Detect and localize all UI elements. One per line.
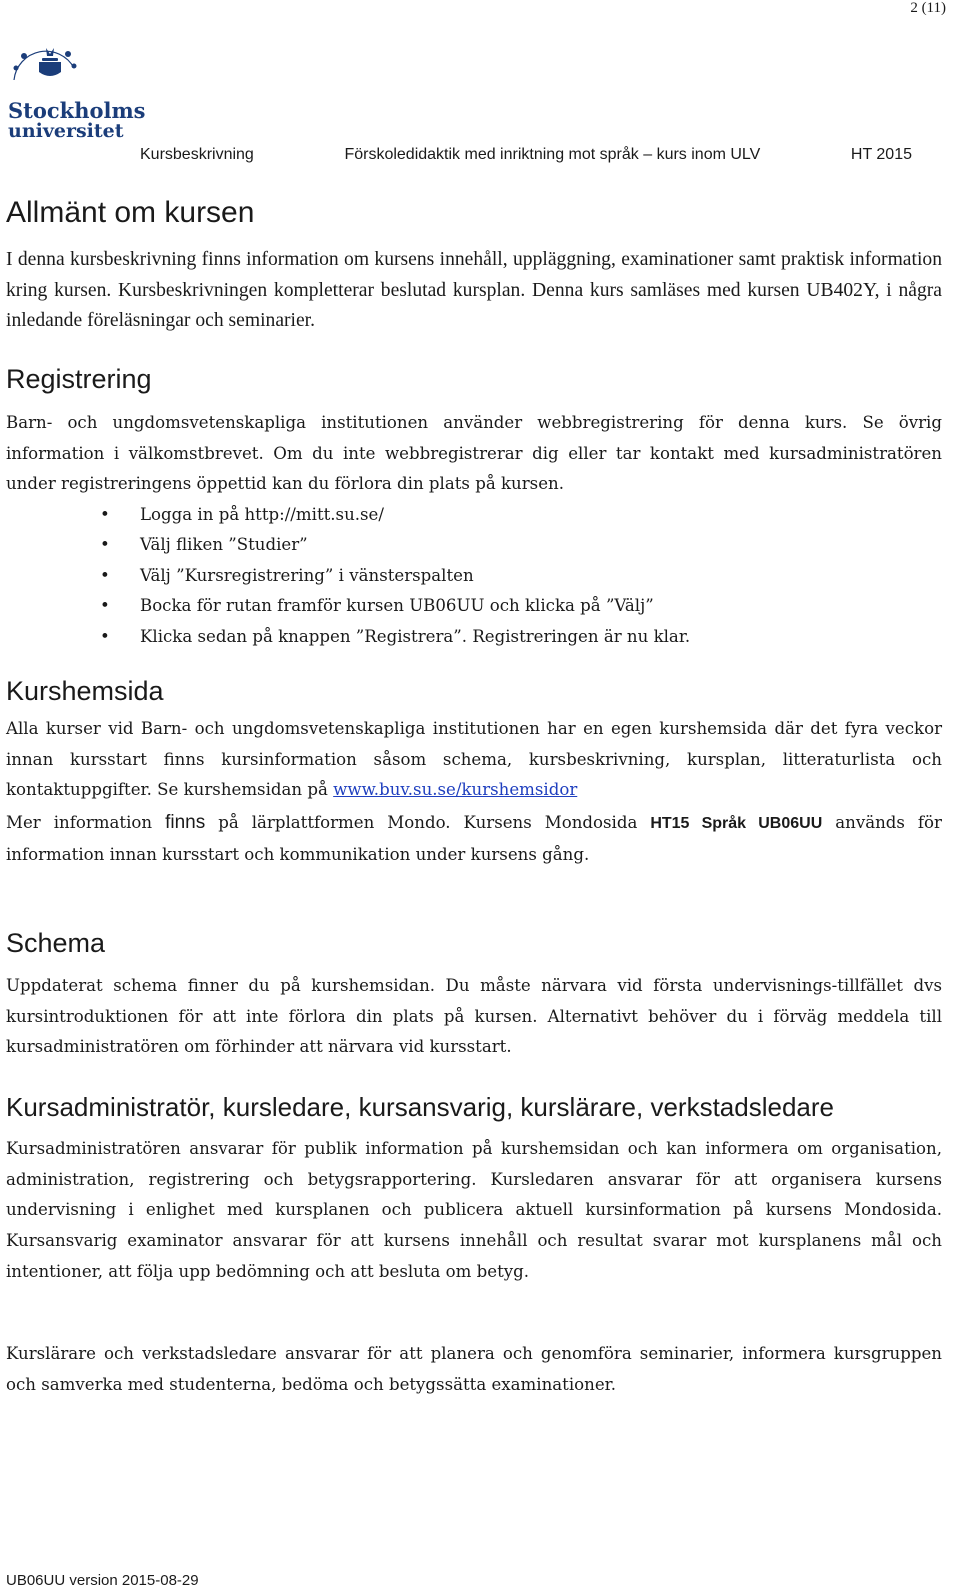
paragraph-schema: Uppdaterat schema finner du på kurshemsidan. Du måste närvara vid första undervisnings-tillfället dvs kursintroduktionen för att inte förlora din plats på kursen. Alternativt behöver du i förväg meddela till kursadministratören om förhinder att närvara vid kursstart. <box>6 976 942 1057</box>
registration-steps <box>100 500 920 652</box>
list-item: • Logga in på http://mitt.su.se/ <box>100 500 920 530</box>
kurshemsidor-link[interactable]: www.buv.su.se/kurshemsidor <box>333 780 578 800</box>
bullet-icon: • <box>100 596 110 616</box>
list-item: • Klicka sedan på knappen ”Registrera”. Registreringen är nu klar. <box>100 622 920 652</box>
running-header-left: Kursbeskrivning <box>140 146 254 163</box>
paragraph-allmant: I denna kursbeskrivning finns information om kursens innehåll, uppläggning, examinationer samt praktisk information kring kursen. Kursbeskrivningen kompletterar beslutad kursplan. Denna kurs samläses med kursen UB402Y, i några inledande föreläsningar och seminarier. <box>6 249 942 332</box>
list-item: • Bocka för rutan framför kursen UB06UU och klicka på ”Välj” <box>100 591 920 621</box>
bullet-icon: • <box>100 565 110 585</box>
paragraph-roller-2: Kurslärare och verkstadsledare ansvarar för att planera och genomföra seminarier, informera kursgruppen och samverka med studenterna, bedöma och betygssätta examinationer. <box>6 1344 942 1394</box>
mondo-course-name: HT15 Språk UB06UU <box>650 815 823 832</box>
paragraph-roller-1: Kursadministratören ansvarar för publik information på kurshemsidan och kan informera om organisation, administration, registrering och betygsrapportering. Kursledaren ansvarar för att organisera kursens undervisning i enlighet med kursplanen och publicera aktuell kursinformation på kursens Mondosida. Kursansvarig examinator ansvarar för att kursens innehåll och resultat svarar mot kursplanens mål och intentioner, att följa upp bedömning och att besluta om betyg. <box>6 1139 942 1281</box>
bullet-icon: • <box>100 626 110 646</box>
heading-roller: Kursadministratör, kursledare, kursansvarig, kurslärare, verkstadsledare <box>6 1092 835 1122</box>
bullet-icon: • <box>100 505 110 524</box>
university-seal-icon <box>6 40 146 144</box>
heading-allmant: Allmänt om kursen <box>6 196 255 229</box>
list-item: • Välj ”Kursregistrering” i vänsterspalten <box>100 561 920 591</box>
heading-registrering: Registrering <box>6 364 152 394</box>
paragraph-kurshemsida: Alla kurser vid Barn- och ungdomsvetenskapliga institutionen har en egen kurshemsida där det fyra veckor innan kursstart finns kursinformation såsom schema, kursbeskrivning, kursplan, litteraturlista och kontaktuppgifter. Se kurshemsidan på www.buv.su.se/kurshemsidor <box>6 719 942 800</box>
heading-kurshemsida: Kurshemsida <box>6 676 164 706</box>
logo-name-line2: universitet <box>8 120 124 142</box>
university-logo <box>6 40 146 144</box>
paragraph-registrering: Barn- och ungdomsvetenskapliga institutionen använder webbregistrering för denna kurs. Se övrig information i välkomstbrevet. Om du inte webbregistrerar dig eller tar kontakt med kursadministratören under registreringens öppettid kan du förlora din plats på kursen. <box>6 413 942 494</box>
page-number: 2 (11) <box>910 0 946 16</box>
running-header <box>140 146 912 164</box>
paragraph-mondo: Mer information finns på lärplattformen Mondo. Kursens Mondosida HT15 Språk UB06UU används för information innan kursstart och kommunikation under kursens gång. <box>6 812 942 864</box>
page-footer: UB06UU version 2015-08-29 <box>6 1572 199 1589</box>
logo-name-line1: Stockholms <box>8 98 146 123</box>
running-header-center: Förskoledidaktik med inriktning mot språk – kurs inom ULV <box>344 146 761 163</box>
heading-schema: Schema <box>6 928 106 958</box>
running-header-right: HT 2015 <box>850 146 912 163</box>
bullet-icon: • <box>100 535 110 555</box>
list-item: • Välj fliken ”Studier” <box>100 530 920 560</box>
